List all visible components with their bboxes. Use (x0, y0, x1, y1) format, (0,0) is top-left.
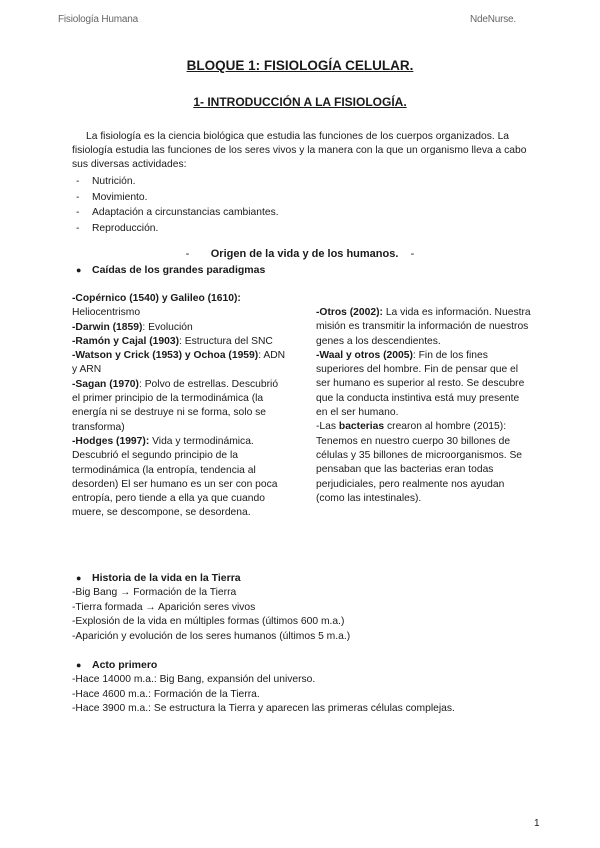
paragraph (316, 420, 531, 506)
bold-label: -Ramón y Cajal (1903) (72, 335, 180, 347)
bold-label: -Copérnico (1540) y Galileo (1610): (72, 293, 241, 304)
bold-label: -Hodges (1997): (72, 435, 150, 447)
section-title: 1- INTRODUCCIÓN A LA FISIOLOGÍA. (193, 95, 407, 109)
text: : Fin de los fines superiores del hombre. Fin de pensar que el ser humano es superior al resto. Se descubre que la conducta instintiva está muy presente en el ser humano. (316, 349, 525, 419)
activities-list (76, 174, 279, 236)
text: : Estructura del SNC (179, 335, 273, 347)
paragraph (72, 435, 287, 521)
paradigms-left-column (72, 292, 287, 521)
list-item: -Hace 3900 m.a.: Se estructura la Tierra y aparecen las primeras células complejas. (72, 703, 455, 714)
paragraph (316, 349, 531, 420)
list-item: -Tierra formada → Aparición seres vivos (72, 601, 256, 613)
paradigms-heading (76, 264, 265, 276)
page-title: BLOQUE 1: FISIOLOGÍA CELULAR. (186, 58, 414, 73)
list-item: -Aparición y evolución de los seres humanos (últimos 5 m.a.) (72, 630, 351, 642)
list-item: -Hace 4600 m.a.: Formación de la Tierra. (72, 688, 260, 700)
text: Heliocentrismo (72, 307, 141, 319)
act-heading (76, 659, 157, 671)
paradigms-right-column (316, 306, 531, 506)
dash: - (185, 248, 190, 260)
paragraph (72, 378, 287, 435)
origin-title: Origen de la vida y de los humanos. (210, 248, 399, 260)
act-list (72, 673, 455, 717)
bold-label: -Otros (2002): (316, 307, 383, 318)
header-left: Fisiología Humana (58, 14, 138, 25)
bold-label: bacterias (338, 421, 385, 433)
heading-text: Historia de la vida en la Tierra (92, 572, 241, 584)
heading-text: Caídas de los grandes paradigmas (92, 264, 266, 276)
text: : Polvo de estrellas. Descubrió el primer principio de la termodinámica (la energía ni se destruye ni se forma, solo se transforma) (72, 378, 279, 433)
bold-label: -Sagan (1970) (72, 378, 139, 390)
list-item: -Big Bang → Formación de la Tierra (72, 587, 237, 598)
header-right: NdeNurse. (470, 14, 516, 25)
list-item: - Nutrición. (76, 174, 279, 190)
bold-label: -Darwin (1859) (72, 321, 143, 333)
intro-paragraph: La fisiología es la ciencia biológica que estudia las funciones de los cuerpos organizados. La fisiología estudia las funciones de los seres vivos y la manera con la que un organismo lleva a cabo sus diversas actividades: (72, 131, 527, 171)
bold-label: -Waal y otros (2005) (316, 349, 413, 361)
history-list (72, 586, 350, 644)
list-item: -Explosión de la vida en múltiples formas (últimos 600 m.a.) (72, 616, 345, 627)
text: Vida y termodinámica. Descubrió el segundo principio de la termodinámica (la entropía, tendencia al desorden) El ser humano es un ser con poca entropía, pero tiende a ella ya que cuando muere, se descompone, se desordena. (72, 435, 278, 519)
page-number: 1 (534, 818, 540, 829)
paragraph (72, 321, 287, 335)
text: -Las (316, 421, 339, 433)
list-item: - Adaptación a circunstancias cambiantes. (76, 205, 279, 221)
history-heading (76, 572, 241, 584)
bullet-icon: ● (76, 573, 82, 583)
heading-text: Acto primero (92, 659, 158, 671)
paragraph (316, 306, 531, 349)
list-item: - Movimiento. (76, 190, 279, 206)
text: La vida es información. Nuestra misión es transmitir la información de nuestros genes a los descendientes. (316, 307, 531, 347)
paragraph (72, 335, 287, 349)
paragraph (72, 292, 287, 321)
text: : ADN y ARN (72, 350, 286, 376)
text: crearon al hombre (2015): Tenemos en nuestro cuerpo 30 billones de células y 35 billones de microorganismos. Se pensaban que las bacterias eran todas perjudiciales, pero realmente nos ayudan (como las intestinales). (316, 421, 523, 504)
list-item: -Hace 14000 m.a.: Big Bang, expansión del universo. (72, 674, 316, 685)
text: : Evolución (142, 321, 193, 333)
origin-heading (0, 248, 600, 260)
dash: - (410, 248, 415, 260)
bullet-icon: ● (76, 265, 82, 275)
list-item: - Reproducción. (76, 221, 279, 237)
paragraph (72, 349, 287, 378)
bullet-icon: ● (76, 660, 82, 670)
bold-label: -Watson y Crick (1953) y Ochoa (1959) (72, 350, 259, 362)
